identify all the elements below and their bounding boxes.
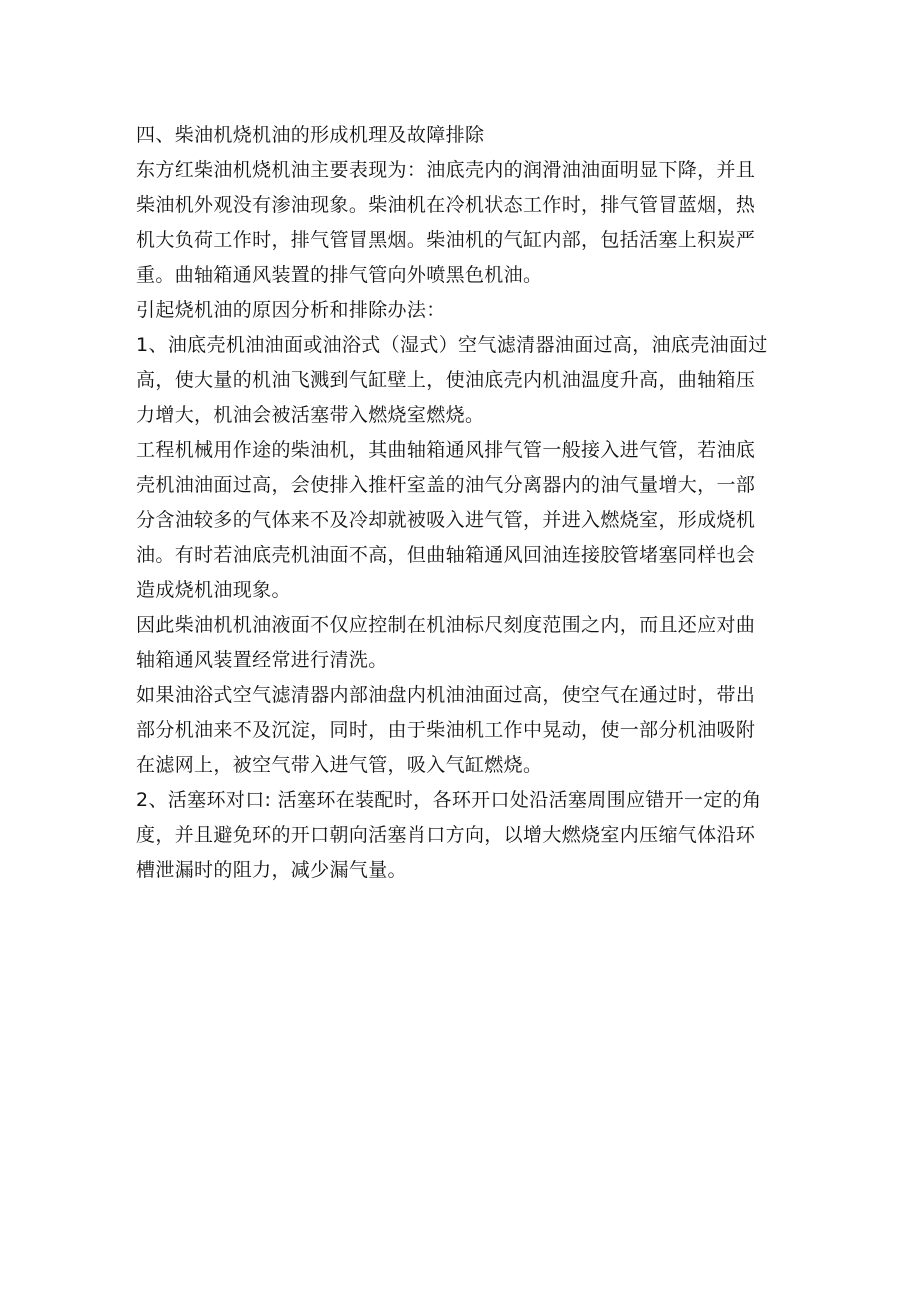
paragraph-line: 槽泄漏时的阻力，减少漏气量。 bbox=[136, 859, 407, 881]
paragraph-symptoms bbox=[136, 153, 788, 292]
paragraph-line: 2、活塞环对口: 活塞环在装配时，各环开口处沿活塞周围应错开一定的角 bbox=[136, 789, 762, 811]
paragraph-engineering-use bbox=[136, 433, 788, 607]
paragraph-line: 1、油底壳机油油面或油浴式（湿式）空气滤清器油面过高，油底壳油面过 bbox=[136, 334, 768, 356]
paragraph-line: 部分机油来不及沉淀，同时，由于柴油机工作中晃动，使一部分机油吸附 bbox=[136, 719, 756, 741]
paragraph-line: 引起烧机油的原因分析和排除办法： bbox=[136, 299, 446, 321]
paragraph-line: 轴箱通风装置经常进行清洗。 bbox=[136, 649, 388, 671]
paragraph-line: 壳机油油面过高，会使排入推杆室盖的油气分离器内的油气量增大，一部 bbox=[136, 474, 756, 496]
paragraph-line: 分含油较多的气体来不及冷却就被吸入进气管，并进入燃烧室，形成烧机 bbox=[136, 509, 756, 531]
paragraph-line: 工程机械用作途的柴油机，其曲轴箱通风排气管一般接入进气管，若油底 bbox=[136, 439, 756, 461]
paragraph-line: 因此柴油机机油液面不仅应控制在机油标尺刻度范围之内，而且还应对曲 bbox=[136, 614, 756, 636]
paragraph-line: 造成烧机油现象。 bbox=[136, 579, 291, 601]
paragraph-line: 力增大，机油会被活塞带入燃烧室燃烧。 bbox=[136, 404, 485, 426]
paragraph-line: 柴油机外观没有渗油现象。柴油机在冷机状态工作时，排气管冒蓝烟，热 bbox=[136, 194, 756, 216]
paragraph-line: 重。曲轴箱通风装置的排气管向外喷黑色机油。 bbox=[136, 264, 543, 286]
paragraph-cause-1 bbox=[136, 328, 788, 432]
paragraph-line: 高，使大量的机油飞溅到气缸壁上，使油底壳内机油温度升高，曲轴箱压 bbox=[136, 369, 756, 391]
paragraph-line: 东方红柴油机烧机油主要表现为：油底壳内的润滑油油面明显下降，并且 bbox=[136, 159, 756, 181]
paragraph-cause-heading bbox=[136, 293, 788, 327]
document-body bbox=[136, 118, 788, 888]
paragraph-control bbox=[136, 608, 788, 677]
paragraph-line: 油。有时若油底壳机油面不高，但曲轴箱通风回油连接胶管堵塞同样也会 bbox=[136, 544, 756, 566]
section-title: 四、柴油机烧机油的形成机理及故障排除 bbox=[136, 124, 485, 146]
paragraph-line: 如果油浴式空气滤清器内部油盘内机油油面过高，使空气在通过时，带出 bbox=[136, 684, 756, 706]
paragraph-line: 在滤网上，被空气带入进气管，吸入气缸燃烧。 bbox=[136, 754, 543, 776]
paragraph-line: 度，并且避免环的开口朝向活塞肖口方向，以增大燃烧室内压缩气体沿环 bbox=[136, 824, 756, 846]
paragraph-cause-2 bbox=[136, 783, 788, 887]
paragraph-air-filter bbox=[136, 678, 788, 782]
paragraph-line: 机大负荷工作时，排气管冒黑烟。柴油机的气缸内部，包括活塞上积炭严 bbox=[136, 229, 756, 251]
